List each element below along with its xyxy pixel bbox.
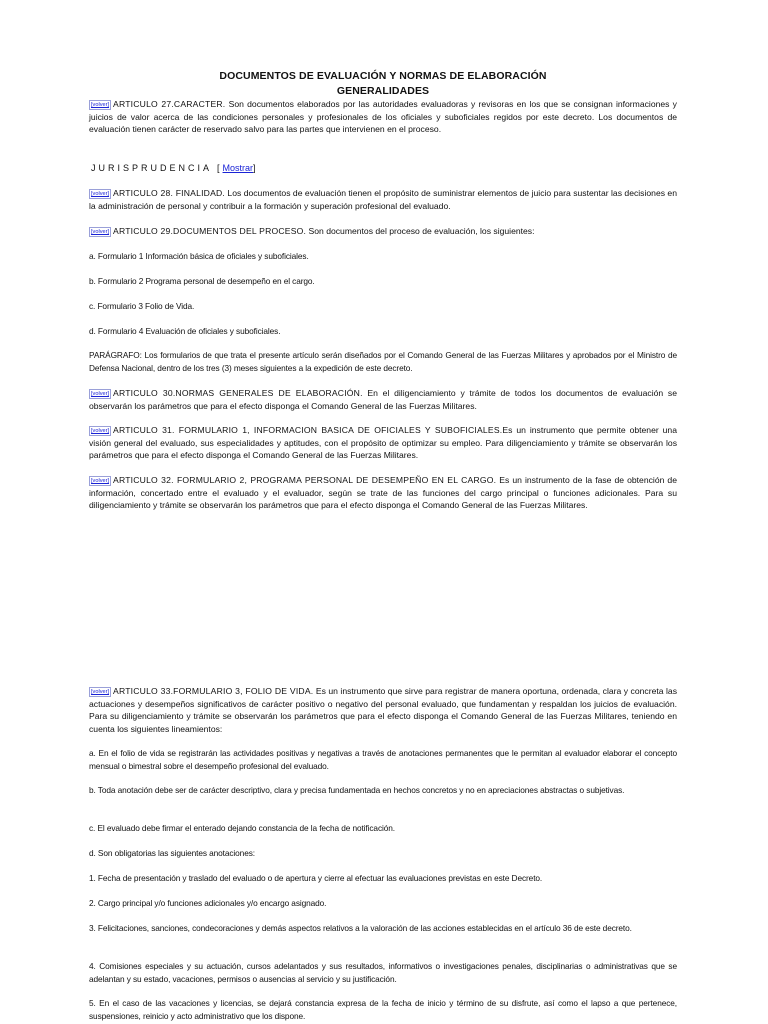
list-item: 3. Felicitaciones, sanciones, condecoraciones y demás aspectos relativos a la valoración de las acciones establecidas en el artículo 36 de este decreto. [89,923,632,933]
article-31-text: Es un instrumento que permite obtener una visión general del evaluado, sus especialidades y aptitudes, con el propósito de optimizar su empleo. Para diligenciamiento y trámite se observarán los parámetros que para el efecto disponga el Comando General de las Fuerzas Militares. [89,425,677,461]
article-33 [89,685,677,735]
paragrafo: PARÁGRAFO: Los formularios de que trata el presente artículo serán diseñados por el Comando General de las Fuerzas Militares y aprobados por el Ministro de Defensa Nacional, dentro de los tres (3) meses siguientes a la expedición de este decreto. [89,350,677,373]
list-item: c. El evaluado debe firmar el enterado dejando constancia de la fecha de notificación. [89,823,395,833]
article-27-heading: ARTICULO 27.CARACTER. [113,99,226,109]
mostrar-link[interactable]: Mostrar [222,163,254,173]
volver-link[interactable]: [volver] [91,391,110,397]
article-30-text: En el diligenciamiento y trámite de todos los documentos de evaluación se observarán los parámetros que para el efecto disponga el Comando General de las Fuerzas Militares. [89,388,677,411]
article-31-heading: ARTICULO 31. FORMULARIO 1, INFORMACION BASICA DE OFICIALES Y SUBOFICIALES. [113,425,503,435]
volver-link[interactable]: [volver] [91,428,110,434]
article-32 [89,474,677,512]
list-item: d. Formulario 4 Evaluación de oficiales y suboficiales. [89,326,281,336]
article-32-text: Es un instrumento de la fase de obtención de información, concertado entre el evaluado y el evaluador, según se trate de las funciones del cargo principal o funciones adicionales. Para su diligenciamiento y trámite se observarán los parámetros que para el efecto disponga el Comando General de las Fuerzas Militares. [89,475,677,511]
article-27-text: Son documentos elaborados por las autoridades evaluadoras y revisoras en los que se consignan informaciones y juicios de valor acerca de las condiciones personales y profesionales de los oficiales y suboficiales regidos por este decreto. Los documentos de evaluación tienen carácter de reservado salvo para las partes que intervienen en el proceso. [89,99,677,135]
article-31 [89,424,677,462]
document-title: DOCUMENTOS DE EVALUACIÓN Y NORMAS DE ELABORACIÓN [219,70,547,82]
list-item: 5. En el caso de las vacaciones y licencias, se dejará constancia expresa de la fecha de inicio y término de su disfrute, así como el lapso a que pertenece, suspensiones, reinicio y acto administrativo que los dispone. [89,998,677,1021]
list-item: a. Formulario 1 Información básica de oficiales y suboficiales. [89,251,309,261]
list-item: b. Formulario 2 Programa personal de desempeño en el cargo. [89,276,315,286]
article-29-heading: ARTICULO 29.DOCUMENTOS DEL PROCESO. [113,226,307,236]
list-item: c. Formulario 3 Folio de Vida. [89,301,195,311]
list-item: d. Son obligatorias las siguientes anotaciones: [89,848,255,858]
volver-link[interactable]: [volver] [91,229,110,235]
article-33-text: Es un instrumento que sirve para registrar de manera oportuna, ordenada, clara y concreta las actuaciones y desempeños significativos de carácter positivo o negativo del personal evaluado, que fundamentan y respaldan los juicios de evaluación. Para su diligenciamiento y trámite se observarán los parámetros que para el efecto disponga el Comando General de las Fuerzas Militares, teniendo en cuenta los siguientes lineamientos: [89,686,677,734]
article-27 [89,98,677,136]
article-29-text: Son documentos del proceso de evaluación, los siguientes: [306,226,535,236]
article-33-heading: ARTICULO 33.FORMULARIO 3, FOLIO DE VIDA. [113,686,314,696]
list-item: 2. Cargo principal y/o funciones adicionales y/o encargo asignado. [89,898,327,908]
jurisprudencia-toggle [91,162,259,174]
volver-link[interactable]: [volver] [91,478,110,484]
jurisprudencia-close-bracket: ] [253,163,259,173]
article-29 [89,225,677,238]
article-28 [89,187,677,212]
article-30-heading: ARTICULO 30.NORMAS GENERALES DE ELABORACIÓN. [113,388,363,398]
list-item: 4. Comisiones especiales y su actuación, cursos adelantados y sus resultados, informativos o investigaciones penales, disciplinarias o administrativas que se adelantan y su estado, vacaciones, permisos o ausencias al servicio y su justificación. [89,961,677,984]
list-item: a. En el folio de vida se registrarán las actividades positivas y negativas a través de anotaciones permanentes que le permitan al evaluador elaborar el concepto mensual o bimestral sobre el desempeño profesional del evaluado. [89,748,677,771]
article-30 [89,387,677,412]
volver-link[interactable]: [volver] [91,102,110,108]
article-28-text: Los documentos de evaluación tienen el propósito de suministrar elementos de juicio para sustentar las decisiones en la administración de personal y contribuir a la formación y superación profesional del evaluado. [89,188,677,211]
article-28-heading: ARTICULO 28. FINALIDAD. [113,188,225,198]
section-title: GENERALIDADES [336,85,430,97]
jurisprudencia-open-bracket: [ [211,163,223,173]
article-32-heading: ARTICULO 32. FORMULARIO 2, PROGRAMA PERSONAL DE DESEMPEÑO EN EL CARGO. [113,475,497,485]
volver-link[interactable]: [volver] [91,191,110,197]
list-item: 1. Fecha de presentación y traslado del evaluado o de apertura y cierre al efectuar las evaluaciones previstas en este Decreto. [89,873,543,883]
list-item: b. Toda anotación debe ser de carácter descriptivo, clara y precisa fundamentada en hechos concretos y no en apreciaciones abstractas o subjetivas. [89,785,625,795]
jurisprudencia-label: JURISPRUDENCIA [91,163,212,173]
volver-link[interactable]: [volver] [91,689,110,695]
